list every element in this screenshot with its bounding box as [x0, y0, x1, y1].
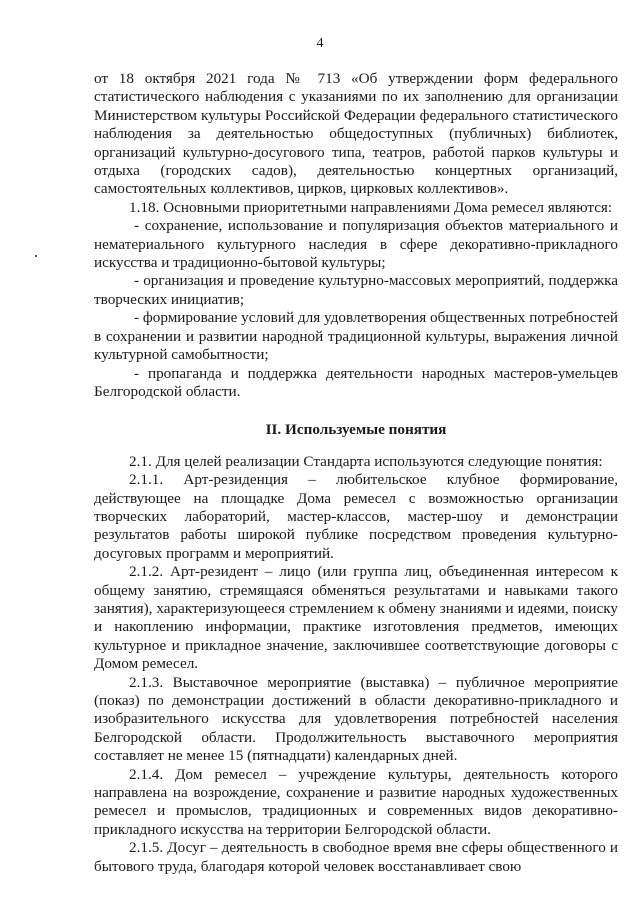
margin-mark: [35, 255, 37, 257]
definition-leisure: 2.1.5. Досуг – деятельность в свободное время вне сферы общественного и бытового труда, благодаря которой человек восстанавливает свою: [94, 839, 618, 875]
list-item-conditions: - формирование условий для удовлетворения общественных потребностей в сохранении и развитии народной традиционной культуры, выражения личной культурной самобытности;: [94, 309, 618, 364]
page-number: 4: [316, 36, 324, 51]
paragraph-regulation-reference: от 18 октября 2021 года № 713 «Об утверждении форм федерального статистического наблюдения с указаниями по их заполнению для организации Министерством культуры Российской Федерации федерального статистического наблюдения за деятельностью общедоступных (публичных) библиотек, организаций культурно-досугового типа, театров, работой парков культуры и отдыха (городских садов), деятельностью концертных организаций, самостоятельных коллективов, цирков, цирковых коллективов».: [94, 70, 618, 198]
paragraph-1-18: 1.18. Основными приоритетными направлениями Дома ремесел являются:: [129, 198, 613, 216]
list-item-events: - организация и проведение культурно-массовых мероприятий, поддержка творческих инициатив;: [94, 272, 618, 308]
list-item-preservation: - сохранение, использование и популяризация объектов материального и нематериального культурного наследия в сфере декоративно-прикладного искусства и традиционно-бытовой культуры;: [94, 217, 618, 272]
definition-art-resident: 2.1.2. Арт-резидент – лицо (или группа лиц, объединенная интересом к общему занятию, стремящаяся обменяться результатами и навыками такого занятия), характеризующееся стремлением к обмену знаниями и идеями, поиску и накоплению информации, практике изготовления предметов, имеющих культурное и прикладное значение, заключившее соответствующие договоры с Домом ремесел.: [94, 563, 618, 673]
definition-exhibition: 2.1.3. Выставочное мероприятие (выставка) – публичное мероприятие (показ) по демонстрации достижений в области декоративно-прикладного и изобразительного искусства для удовлетворения потребностей населения Белгородской области. Продолжительность выставочного мероприятия составляет не менее 15 (пятнадцати) календарных дней.: [94, 673, 618, 765]
definition-art-residence: 2.1.1. Арт-резиденция – любительское клубное формирование, действующее на площадке Дома ремесел с возможностью организации творческих лабораторий, мастер-классов, мастер-шоу и демонстрации результатов работы широкой публике посредством проведения культурно-досуговых программ и мероприятий.: [94, 471, 618, 562]
document-body: [94, 70, 618, 876]
section-heading: II. Используемые понятия: [265, 421, 447, 439]
definition-intro: 2.1. Для целей реализации Стандарта используются следующие понятия:: [129, 452, 603, 470]
definition-crafts-house: 2.1.4. Дом ремесел – учреждение культуры, деятельность которого направлена на возрождение, сохранение и развитие народных художественных ремесел и промыслов, традиционных и современных видов декоративно-прикладного искусства на территории Белгородской области.: [94, 765, 618, 838]
list-item-promotion: - пропаганда и поддержка деятельности народных мастеров-умельцев Белгородской области.: [94, 364, 618, 400]
